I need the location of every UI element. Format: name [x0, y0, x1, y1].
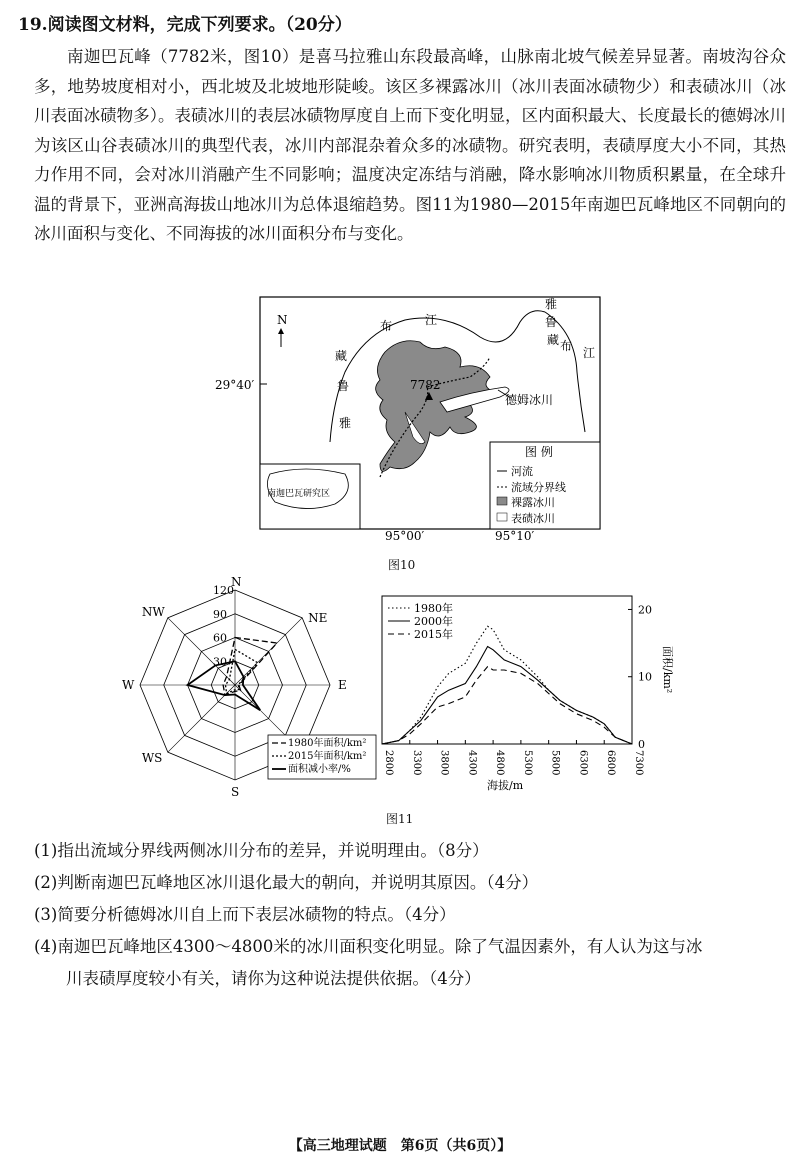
- peak-label: 7782: [410, 378, 441, 392]
- x-tick-label: 6800: [605, 750, 617, 776]
- x-tick-label: 6300: [577, 750, 589, 776]
- y-tick-label: 10: [638, 670, 652, 684]
- subquestion-2: (2)判断南迦巴瓦峰地区冰川退化最大的朝向，并说明其原因。（4分）: [34, 873, 539, 892]
- river-char: 布: [560, 339, 573, 353]
- question-paragraph: 南迦巴瓦峰（7782米，图10）是喜马拉雅山东段最高峰，山脉南北坡气候差异显著。南坡沟谷众多，地势坡度相对小，西北坡及北坡地形陡峻。该区多裸露冰川（冰川表面冰碛物少）和表碛冰川（冰川表面冰碛物多）。表碛冰川的表层冰碛物厚度自上而下变化明显，区内面积最大、长度最长的德姆冰川为该区山谷表碛冰川的典型代表，冰川内部混杂着众多的冰碛物。研究表明，表碛厚度大小不同，其热力作用不同，会对冰川消融产生不同影响；温度决定冻结与消融，降水影响冰川物质积累量，在全球升温的背景下，亚洲高海拔山地冰川为总体退缩趋势。图11为1980—2015年南迦巴瓦峰地区不同朝向的冰川面积与变化、不同海拔的冰川面积分布与变化。: [34, 47, 786, 243]
- legend-bare: 裸露冰川: [511, 496, 555, 509]
- lon-label-1: 95°00′: [385, 529, 425, 542]
- y-tick-label: 0: [638, 738, 645, 751]
- river-char: 藏: [335, 349, 348, 363]
- north-label: N: [277, 313, 288, 327]
- legend-debris: 表碛冰川: [511, 512, 555, 525]
- radar-direction-label: W: [122, 678, 135, 692]
- lon-label-2: 95°10′: [495, 529, 535, 542]
- series-line-2000年: [382, 647, 632, 745]
- legend-river: 河流: [511, 465, 533, 478]
- legend-divide: 流域分界线: [511, 481, 566, 494]
- x-tick-label: 4300: [466, 750, 478, 776]
- radar-direction-label: NW: [141, 604, 165, 619]
- y-axis-label: 面积/km²: [661, 646, 674, 694]
- river-char: 江: [583, 346, 596, 360]
- lat-label: 29°40′: [215, 378, 255, 392]
- series-line-1980年: [382, 626, 632, 744]
- radar-legend-label: 2015年面积/km²: [288, 751, 367, 762]
- question-title: 19.阅读图文材料，完成下列要求。（20分）: [18, 15, 352, 35]
- radar-direction-label: WS: [141, 751, 163, 766]
- radar-series-1980: [223, 638, 277, 696]
- y-tick-label: 20: [638, 603, 652, 617]
- radar-direction-label: E: [338, 678, 347, 692]
- radar-ring-label: 120: [213, 584, 234, 597]
- subquestion-4: (4)南迦巴瓦峰地区4300～4800米的冰川面积变化明显。除了气温因素外，有人认为这与冰: [34, 937, 703, 956]
- inset-label: 南迦巴瓦研究区: [267, 489, 331, 499]
- elevation-chart: [370, 588, 700, 803]
- radar-ring-label: 90: [213, 607, 227, 621]
- radar-ring-label: 30: [213, 655, 227, 669]
- river-char: 藏: [547, 333, 560, 347]
- x-axis-label: 海拔/m: [487, 779, 524, 792]
- x-tick-label: 3800: [438, 750, 450, 776]
- radar-legend-label: 面积减小率/%: [288, 764, 351, 775]
- x-tick-label: 5300: [521, 750, 533, 776]
- x-tick-label: 7300: [633, 750, 644, 776]
- radar-ring-label: 60: [213, 631, 227, 645]
- radar-legend-label: 1980年面积/km²: [288, 738, 367, 749]
- line-legend-label: 1980年: [414, 602, 453, 615]
- radar-direction-label: S: [231, 785, 240, 799]
- river-char: 鲁: [545, 315, 558, 329]
- figure-11-caption: 图11: [386, 812, 414, 826]
- radar-direction-label: N: [231, 575, 242, 589]
- series-line-2015年: [382, 667, 632, 744]
- river-char: 雅: [339, 416, 352, 430]
- x-tick-label: 3300: [410, 750, 422, 776]
- page-footer: 【高三地理试题 第6页（共6页）】: [288, 1138, 512, 1154]
- subquestion-3: (3)简要分析德姆冰川自上而下表层冰碛物的特点。（4分）: [34, 905, 456, 924]
- x-tick-label: 5800: [549, 750, 561, 776]
- river-char: 江: [425, 313, 438, 327]
- radar-chart: [120, 575, 380, 805]
- legend-title: 图 例: [525, 445, 553, 459]
- x-tick-label: 4800: [494, 750, 506, 776]
- river-char: 布: [380, 319, 393, 333]
- subquestion-1: (1)指出流域分界线两侧冰川分布的差异，并说明理由。（8分）: [34, 841, 489, 860]
- line-legend-label: 2000年: [414, 615, 453, 628]
- map-figure-10: [215, 292, 605, 542]
- x-tick-label: 2800: [383, 750, 394, 776]
- subquestion-4-cont: 川表碛厚度较小有关，请你为这种说法提供依据。（4分）: [66, 969, 481, 988]
- river-char: 鲁: [337, 379, 350, 393]
- radar-direction-label: NE: [308, 610, 328, 625]
- figure-10-caption: 图10: [388, 558, 416, 572]
- line-legend-label: 2015年: [414, 628, 453, 641]
- river-char: 雅: [545, 297, 558, 311]
- dem-glacier-label: 德姆冰川: [505, 393, 554, 407]
